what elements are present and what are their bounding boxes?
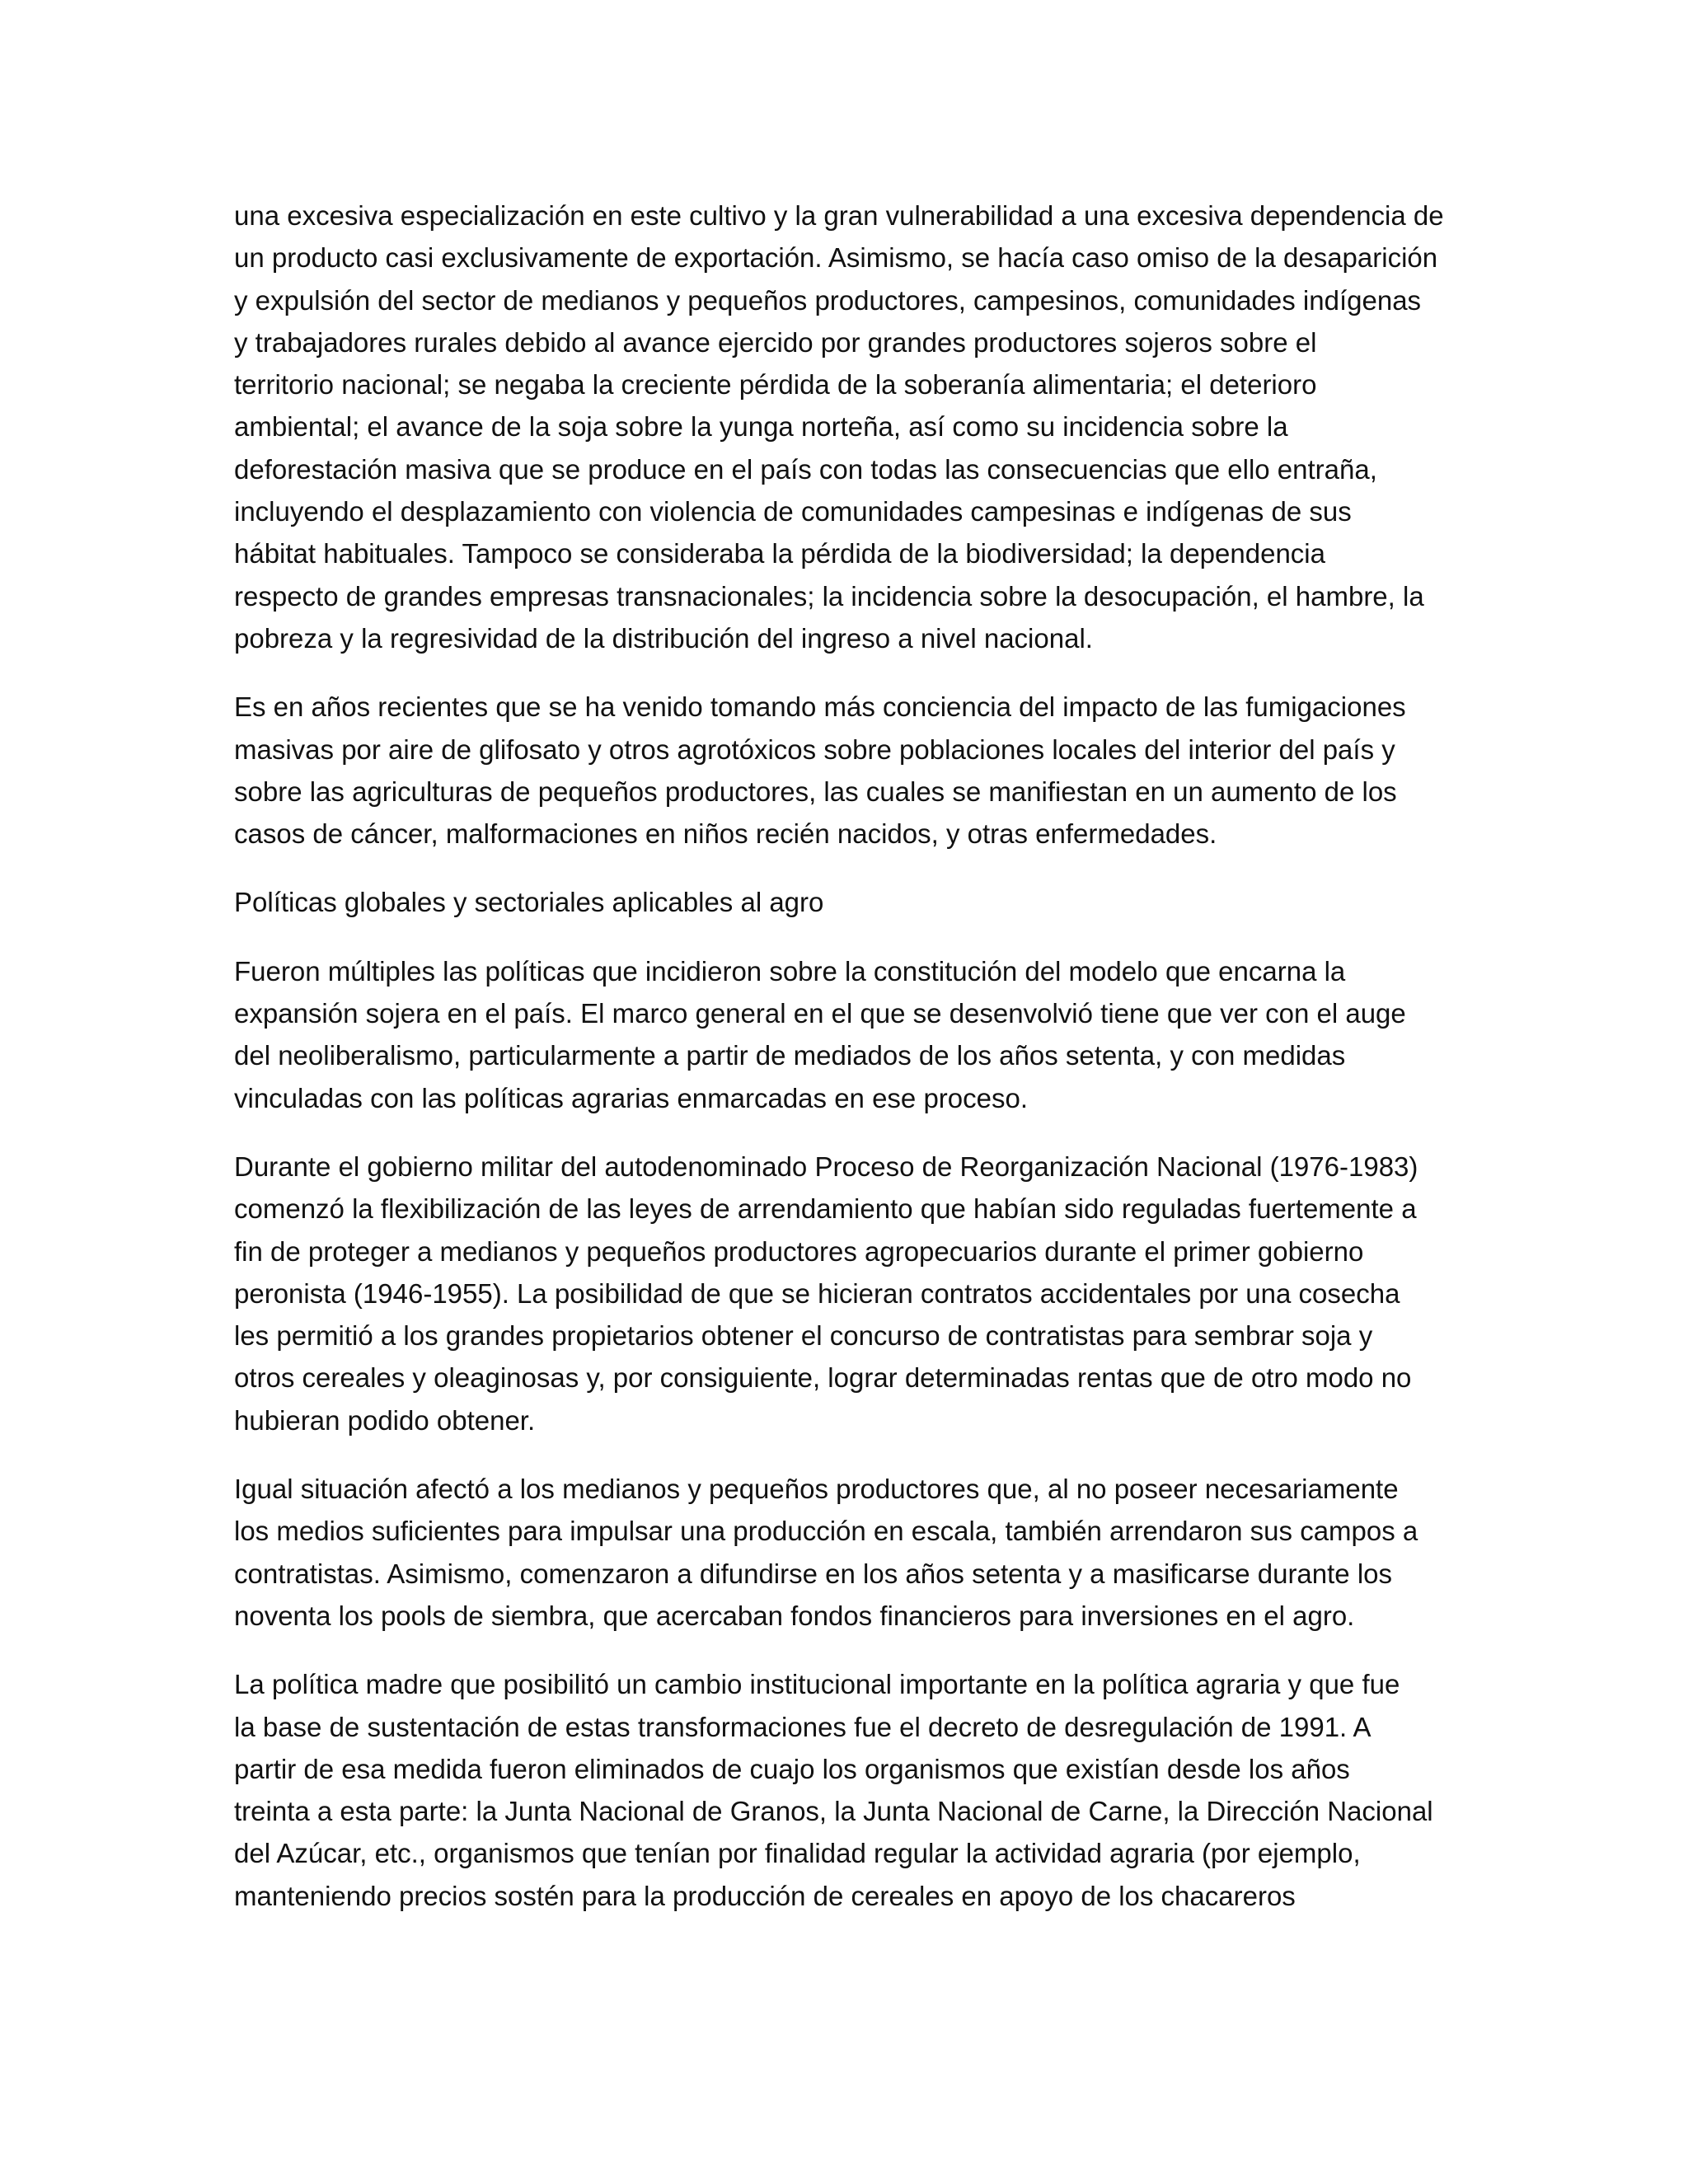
- text-line: comenzó la flexibilización de las leyes de arrendamiento que habían sido reguladas fuertemente a: [234, 1193, 1417, 1225]
- text-line: hábitat habituales. Tampoco se consideraba la pérdida de la biodiversidad; la dependencia: [234, 538, 1325, 569]
- paragraph-fumigation-impact: [234, 686, 1470, 855]
- text-line: ambiental; el avance de la soja sobre la yunga norteña, así como su incidencia sobre la: [234, 411, 1288, 443]
- document-body: [234, 194, 1470, 1943]
- text-line: y trabajadores rurales debido al avance ejercido por grandes productores sojeros sobre el: [234, 326, 1317, 358]
- text-line: la base de sustentación de estas transformaciones fue el decreto de desregulación de 1991. A: [234, 1711, 1372, 1742]
- text-line: La política madre que posibilitó un cambio institucional importante en la política agraria y que fue: [234, 1669, 1400, 1700]
- text-line: expansión sojera en el país. El marco general en el que se desenvolvió tiene que ver con el auge: [234, 998, 1406, 1029]
- text-line: contratistas. Asimismo, comenzaron a difundirse en los años setenta y a masificarse durante los: [234, 1558, 1393, 1589]
- text-line: del neoliberalismo, particularmente a partir de mediados de los años setenta, y con medidas: [234, 1040, 1346, 1071]
- text-line: y expulsión del sector de medianos y pequeños productores, campesinos, comunidades indígenas: [234, 284, 1422, 316]
- text-line: casos de cáncer, malformaciones en niños recién nacidos, y otras enfermedades.: [234, 818, 1217, 850]
- text-line: fin de proteger a medianos y pequeños productores agropecuarios durante el primer gobierno: [234, 1235, 1364, 1267]
- text-line: vinculadas con las políticas agrarias enmarcadas en ese proceso.: [234, 1082, 1029, 1113]
- text-line: del Azúcar, etc., organismos que tenían por finalidad regular la actividad agraria (por ejemplo,: [234, 1838, 1361, 1869]
- text-line: treinta a esta parte: la Junta Nacional de Granos, la Junta Nacional de Carne, la Dirección Nacional: [234, 1796, 1433, 1827]
- text-line: respecto de grandes empresas transnacionales; la incidencia sobre la desocupación, el hambre, la: [234, 580, 1424, 612]
- paragraph-deregulation: [234, 1663, 1470, 1917]
- text-line: masivas por aire de glifosato y otros agrotóxicos sobre poblaciones locales del interior del país y: [234, 733, 1395, 765]
- text-line: sobre las agriculturas de pequeños productores, las cuales se manifiestan en un aumento de los: [234, 776, 1397, 807]
- text-line: territorio nacional; se negaba la creciente pérdida de la soberanía alimentaria; el deterioro: [234, 369, 1317, 401]
- text-line: los medios suficientes para impulsar una producción en escala, también arrendaron sus campos a: [234, 1516, 1418, 1547]
- section-heading-text: Políticas globales y sectoriales aplicables al agro: [234, 887, 824, 918]
- text-line: noventa los pools de siembra, que acercaban fondos financieros para inversiones en el agro.: [234, 1600, 1355, 1631]
- text-line: otros cereales y oleaginosas y, por consiguiente, lograr determinadas rentas que de otro modo no: [234, 1362, 1412, 1394]
- paragraph-soy-criticism: [234, 194, 1470, 659]
- text-line: una excesiva especialización en este cultivo y la gran vulnerabilidad a una excesiva dependencia de: [234, 200, 1444, 231]
- text-line: hubieran podido obtener.: [234, 1404, 536, 1436]
- text-line: Igual situación afectó a los medianos y pequeños productores que, al no poseer necesariamente: [234, 1474, 1399, 1505]
- text-line: Es en años recientes que se ha venido tomando más conciencia del impacto de las fumigaciones: [234, 691, 1406, 723]
- text-line: les permitió a los grandes propietarios obtener el concurso de contratistas para sembrar soja y: [234, 1320, 1373, 1352]
- text-line: un producto casi exclusivamente de exportación. Asimismo, se hacía caso omiso de la desaparición: [234, 242, 1438, 274]
- text-line: Durante el gobierno militar del autodenominado Proceso de Reorganización Nacional (1976-1983): [234, 1151, 1418, 1182]
- text-line: incluyendo el desplazamiento con violencia de comunidades campesinas e indígenas de sus: [234, 496, 1352, 527]
- paragraph-military-government: [234, 1146, 1470, 1441]
- text-line: manteniendo precios sostén para la producción de cereales en apoyo de los chacareros: [234, 1880, 1296, 1911]
- text-line: pobreza y la regresividad de la distribución del ingreso a nivel nacional.: [234, 622, 1093, 654]
- text-line: deforestación masiva que se produce en el país con todas las consecuencias que ello entraña,: [234, 453, 1377, 485]
- text-line: peronista (1946-1955). La posibilidad de que se hicieran contratos accidentales por una cosecha: [234, 1277, 1400, 1309]
- paragraph-small-producers: [234, 1468, 1470, 1637]
- section-heading: [234, 881, 1470, 923]
- text-line: Fueron múltiples las políticas que incidieron sobre la constitución del modelo que encarna la: [234, 955, 1346, 987]
- paragraph-policies: [234, 950, 1470, 1119]
- text-line: partir de esa medida fueron eliminados de cuajo los organismos que existían desde los años: [234, 1753, 1350, 1784]
